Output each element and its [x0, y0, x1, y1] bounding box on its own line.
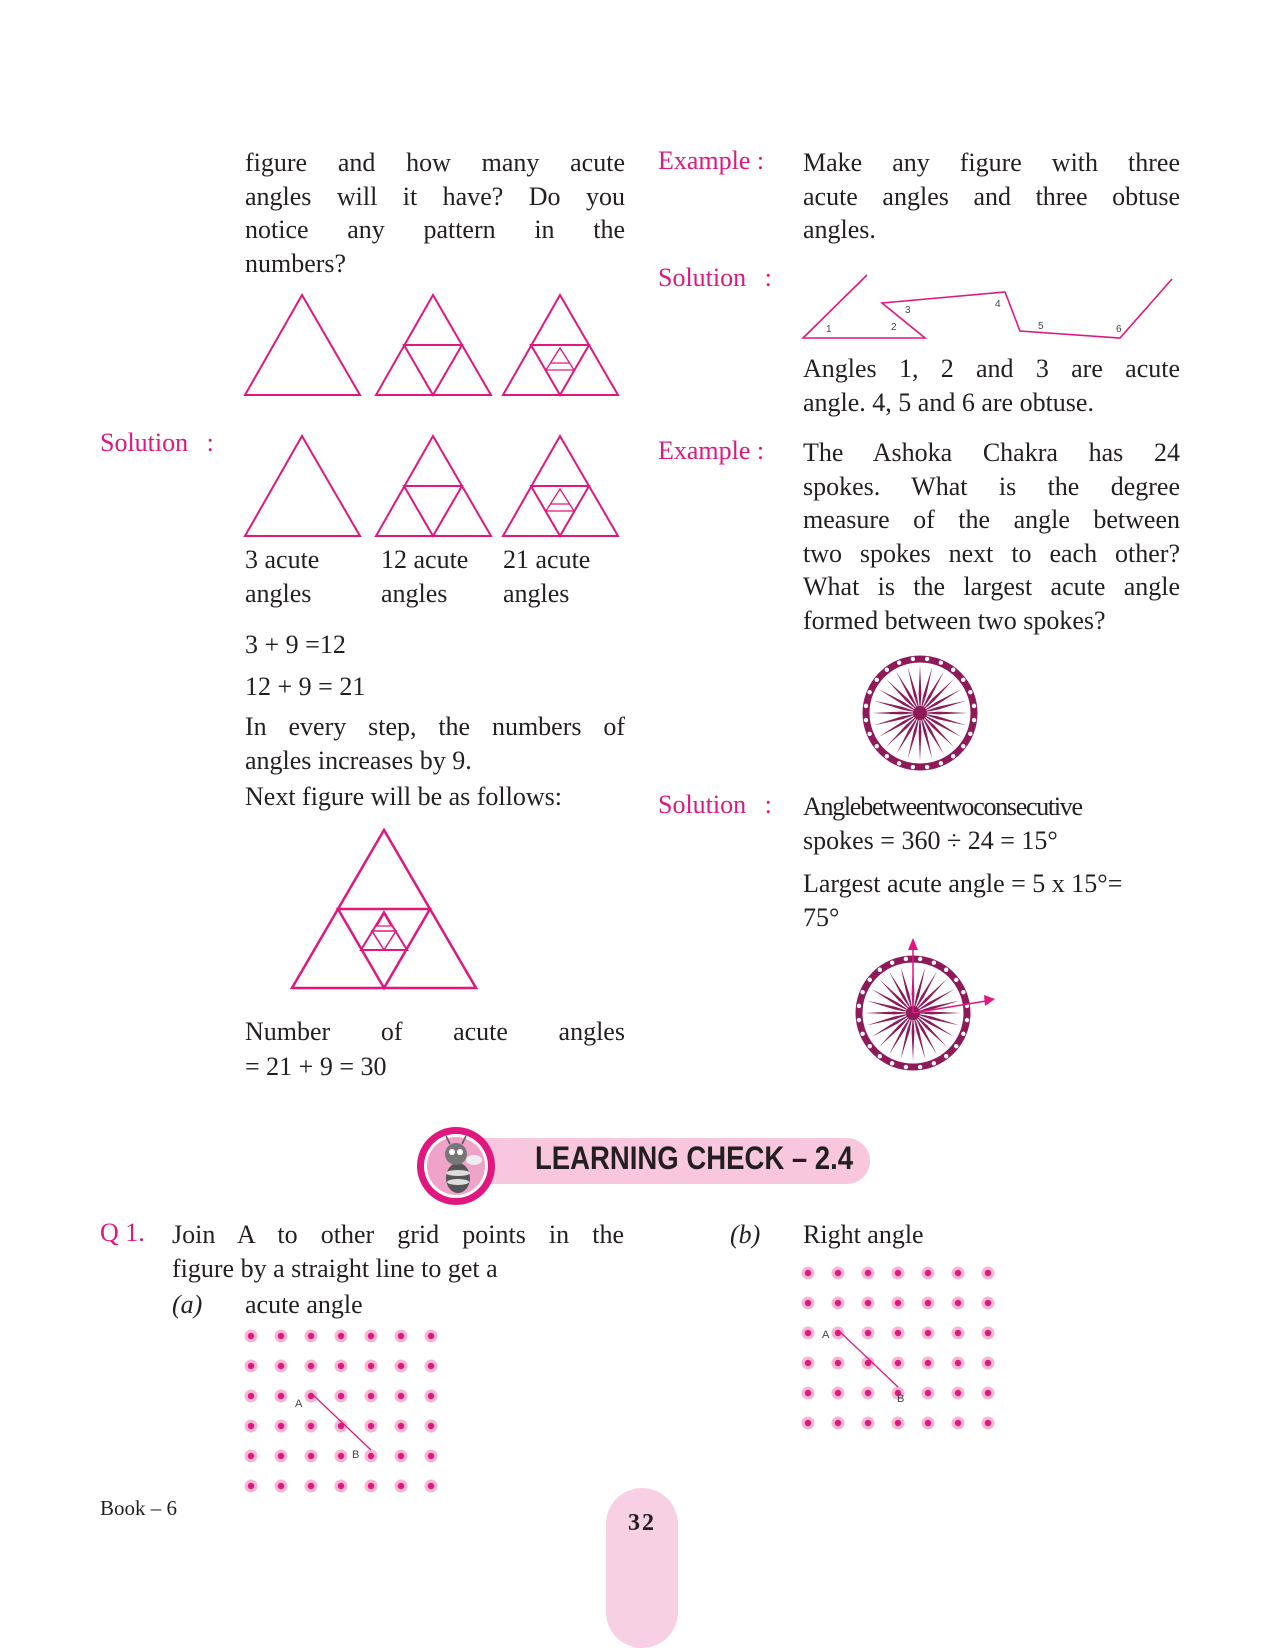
grid-dot-core [428, 1423, 434, 1429]
grid-dot-core [925, 1420, 931, 1426]
intro-line: notice any pattern in the [245, 215, 625, 244]
grid-dot-core [895, 1270, 901, 1276]
grid-dot-core [865, 1390, 871, 1396]
grid-dot-core [805, 1330, 811, 1336]
grid-dot-core [248, 1363, 254, 1369]
example-line: spokes. What is the degree [803, 471, 1180, 501]
grid-dot-core [278, 1333, 284, 1339]
angle-number-3: 3 [905, 305, 911, 316]
grid-dot-core [398, 1423, 404, 1429]
grid-dot-core [835, 1420, 841, 1426]
grid-dot-core [955, 1360, 961, 1366]
grid-dot-core [278, 1393, 284, 1399]
grid-dot-core [835, 1360, 841, 1366]
grid-dot-core [925, 1390, 931, 1396]
grid-dot-core [368, 1393, 374, 1399]
question-line: Join A to other grid points in the [172, 1220, 624, 1249]
grid-dot-core [955, 1270, 961, 1276]
grid-dot-core [985, 1300, 991, 1306]
grid-dot-core [865, 1300, 871, 1306]
grid-dot-core [248, 1453, 254, 1459]
grid-dot-core [895, 1330, 901, 1336]
solution-word: Solution [658, 790, 747, 819]
largest-line: Largest acute angle = 5 x 15°= [803, 869, 1123, 898]
example-2-label: Example : [658, 436, 765, 465]
answer-line: angle. 4, 5 and 6 are obtuse. [803, 387, 1094, 417]
equation-1: 3 + 9 =12 [245, 630, 346, 659]
answer-line: Angles 1, 2 and 3 are acute [803, 354, 1180, 383]
grid-dot-core [835, 1390, 841, 1396]
point-b-label: B [352, 1449, 360, 1461]
intro-line: angles will it have? Do you [245, 181, 625, 211]
grid-dot-core [428, 1453, 434, 1459]
caption-word: angles [503, 578, 570, 608]
grid-dot-core [398, 1483, 404, 1489]
example-line: two spokes next to each other? [803, 538, 1180, 568]
angle-number-2: 2 [891, 322, 897, 333]
grid-dot-core [805, 1300, 811, 1306]
grid-dot-core [985, 1420, 991, 1426]
angle-number-5: 5 [1038, 321, 1044, 332]
angle-number-1: 1 [826, 324, 832, 335]
grid-dot-core [428, 1333, 434, 1339]
grid-dot-core [398, 1333, 404, 1339]
question-number: Q 1. [100, 1218, 145, 1247]
grid-dot-core [338, 1333, 344, 1339]
grid-dot-core [835, 1300, 841, 1306]
example-line: Make any figure with three [803, 148, 1180, 177]
solution-word: Solution [658, 263, 747, 292]
caption-count: 12 acute [381, 545, 469, 574]
grid-dot-core [428, 1363, 434, 1369]
book-label: Book – 6 [100, 1496, 178, 1520]
grid-dot-core [368, 1423, 374, 1429]
grid-dot-core [308, 1483, 314, 1489]
grid-dot-core [805, 1420, 811, 1426]
grid-dot-core [955, 1300, 961, 1306]
solution-word: Solution [100, 428, 189, 457]
grid-dot-core [805, 1360, 811, 1366]
grid-dot-core [308, 1423, 314, 1429]
grid-dot-core [338, 1363, 344, 1369]
grid-dot-core [278, 1453, 284, 1459]
part-a-text: acute angle [245, 1290, 363, 1319]
step-line: angles increases by 9. [245, 745, 472, 775]
grid-dot-core [865, 1330, 871, 1336]
grid-dot-core [398, 1363, 404, 1369]
caption-word: angles [245, 578, 312, 608]
example-line: measure of the angle between [803, 505, 1180, 534]
grid-dot-core [248, 1333, 254, 1339]
solution-colon: : [764, 790, 772, 819]
grid-dot-core [955, 1330, 961, 1336]
grid-dot-core [925, 1270, 931, 1276]
grid-dot-core [368, 1333, 374, 1339]
grid-dot-core [248, 1423, 254, 1429]
grid-dot-core [985, 1360, 991, 1366]
grid-dot-core [338, 1483, 344, 1489]
intro-line: figure and how many acute [245, 148, 625, 177]
number-of-angles-result: = 21 + 9 = 30 [245, 1052, 387, 1081]
part-b-label: (b) [730, 1220, 761, 1249]
caption-count: 21 acute [503, 545, 591, 574]
grid-dot-core [278, 1483, 284, 1489]
grid-dot-core [308, 1453, 314, 1459]
equation-2: 12 + 9 = 21 [245, 672, 366, 701]
grid-dot-core [985, 1390, 991, 1396]
grid-dot-core [985, 1330, 991, 1336]
grid-dot-core [278, 1363, 284, 1369]
grid-dot-core [278, 1423, 284, 1429]
grid-dot-core [805, 1270, 811, 1276]
grid-dot-core [248, 1393, 254, 1399]
angle-number-6: 6 [1116, 324, 1122, 335]
grid-dot-core [955, 1390, 961, 1396]
grid-dot-core [985, 1270, 991, 1276]
word: angles [558, 1017, 625, 1046]
grid-dot-core [865, 1270, 871, 1276]
grid-dot-core [955, 1420, 961, 1426]
grid-dot-core [805, 1390, 811, 1396]
example-line: acute angles and three obtuse [803, 181, 1180, 211]
page-number: 32 [628, 1510, 656, 1536]
grid-dot-core [338, 1393, 344, 1399]
grid-dot-core [368, 1363, 374, 1369]
solution-colon: : [764, 263, 772, 292]
grid-dot-core [428, 1483, 434, 1489]
grid-dot-core [338, 1453, 344, 1459]
grid-dot-core [368, 1453, 374, 1459]
grid-dot-core [895, 1300, 901, 1306]
grid-dot-core [865, 1420, 871, 1426]
example-line: angles. [803, 215, 876, 244]
grid-dot-core [398, 1453, 404, 1459]
caption-count: 3 acute [245, 545, 320, 574]
intro-line: numbers? [245, 248, 347, 278]
word: of [380, 1017, 403, 1046]
example-line: formed between two spokes? [803, 605, 1106, 635]
point-b-label: B [897, 1393, 905, 1405]
grid-a [245, 1330, 438, 1493]
grid-dot-core [428, 1393, 434, 1399]
grid-dot-core [368, 1483, 374, 1489]
point-a-label: A [295, 1398, 303, 1410]
grid-dot-core [895, 1420, 901, 1426]
grid-dot-core [308, 1333, 314, 1339]
grid-dot-core [398, 1393, 404, 1399]
grid-dot-core [835, 1270, 841, 1276]
part-b-text: Right angle [803, 1220, 924, 1249]
grid-dot-core [895, 1360, 901, 1366]
example-line: The Ashoka Chakra has 24 [803, 438, 1180, 467]
learning-check-title: LEARNING CHECK – 2.4 [535, 1140, 854, 1176]
angle-number-4: 4 [995, 299, 1001, 310]
grid-dot-core [925, 1360, 931, 1366]
solution-colon: : [206, 428, 214, 457]
part-a-label: (a) [172, 1290, 203, 1319]
point-a-label: A [822, 1329, 830, 1341]
question-line: figure by a straight line to get a [172, 1253, 498, 1283]
grid-dot-core [925, 1300, 931, 1306]
grid-dot-core [925, 1330, 931, 1336]
solution-line: Angle between two consecutive [803, 792, 1082, 821]
next-figure-text: Next figure will be as follows: [245, 782, 562, 811]
example-line: What is the largest acute angle [803, 572, 1180, 601]
grid-b [802, 1267, 995, 1430]
example-1-label: Example : [658, 146, 765, 175]
grid-dot-core [248, 1483, 254, 1489]
grid-dot-core [308, 1363, 314, 1369]
word: acute [453, 1017, 508, 1046]
step-line: In every step, the numbers of [245, 712, 625, 741]
word: Number [245, 1017, 331, 1046]
solution-line: spokes = 360 ÷ 24 = 15° [803, 825, 1058, 855]
largest-line: 75° [803, 902, 840, 932]
caption-word: angles [381, 578, 448, 608]
